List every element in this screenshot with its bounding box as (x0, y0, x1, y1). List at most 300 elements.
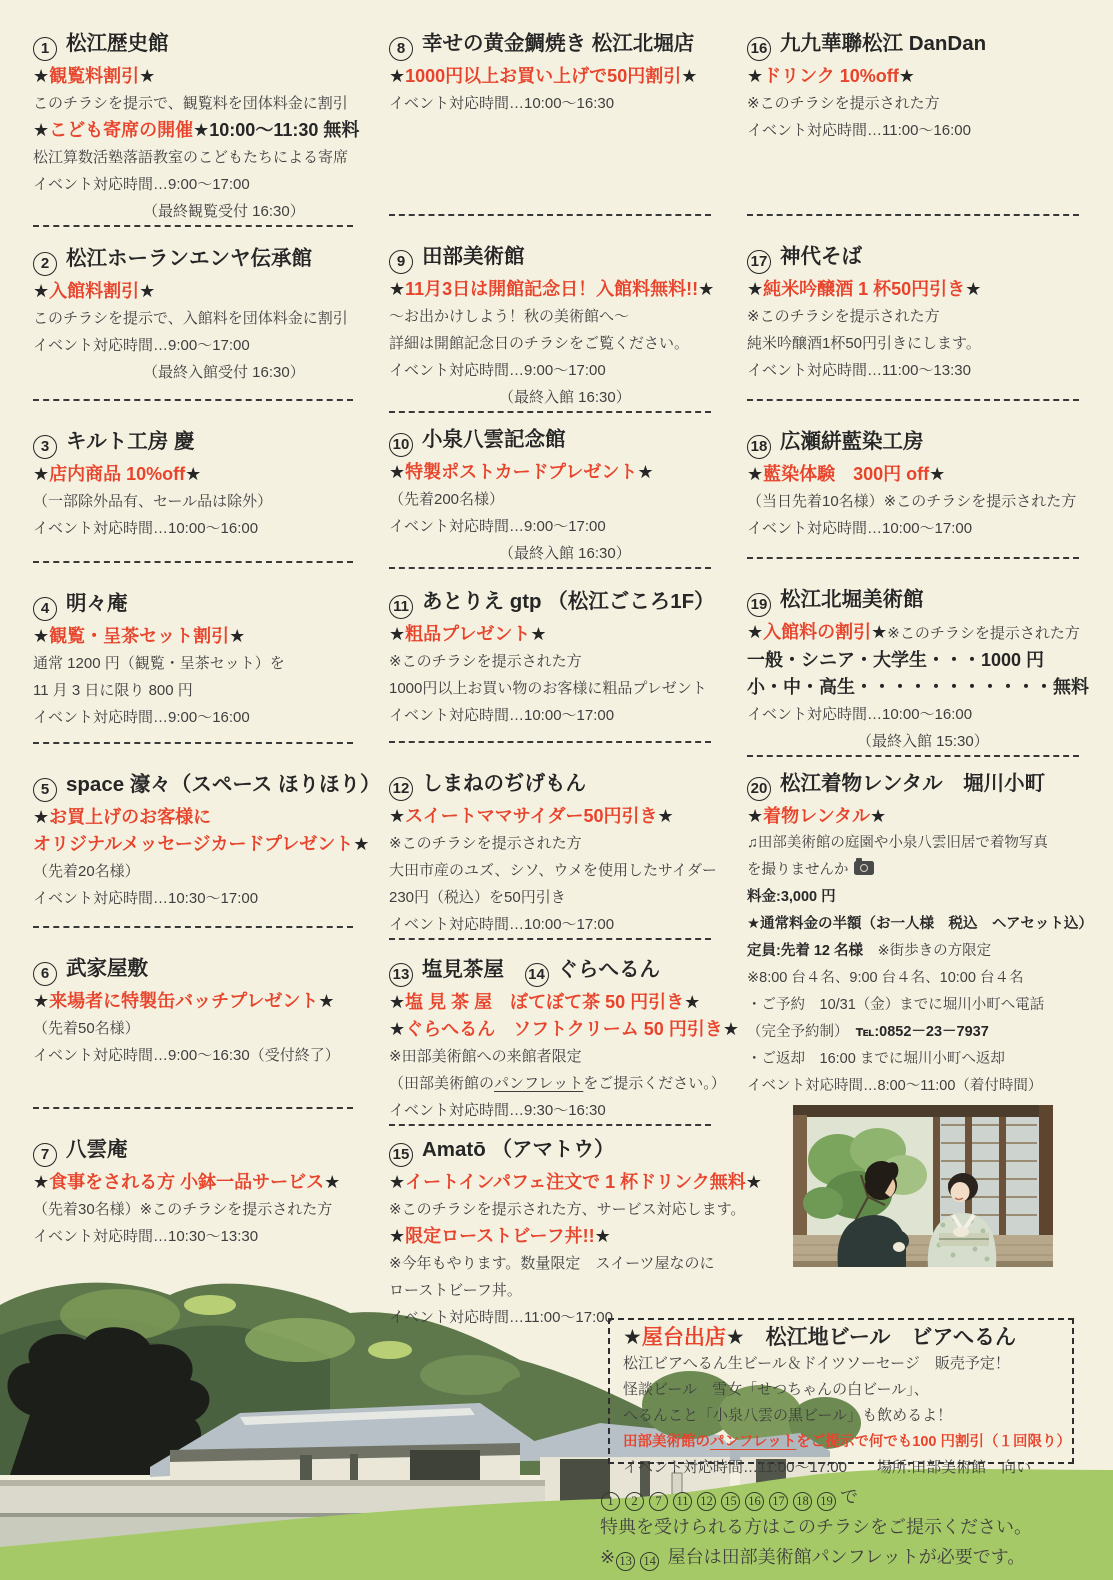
body-line (623, 1377, 1059, 1403)
circled-number: 17 (747, 250, 771, 274)
highlight-text: 来場者に特製缶バッチプレゼント (49, 990, 319, 1011)
text-segment: ※このチラシを提示された方、サービス対応します。 (389, 1200, 746, 1218)
text-segment: イベント対応時間…10:30～13:30 (33, 1227, 259, 1245)
body-line (747, 1073, 1079, 1100)
offer-line (33, 804, 353, 831)
item-title (33, 243, 353, 276)
item-title (747, 768, 1079, 801)
text-segment: ★ (139, 280, 156, 301)
text-segment: ★ (747, 805, 764, 826)
offer-line (389, 621, 711, 648)
text-segment: ★ (389, 461, 406, 482)
text-segment: （田部美術館の (389, 1074, 495, 1092)
body-line (33, 332, 353, 359)
circled-number: 20 (747, 777, 771, 801)
text-segment: このチラシを提示で、入館料を団体料金に割引 (33, 309, 348, 327)
text-segment: 松江歴史館 (66, 32, 169, 55)
item-title (33, 1134, 353, 1167)
body-line (747, 728, 1079, 755)
highlight-text: こども寄席の開催 (49, 119, 194, 140)
dashed-separator (747, 557, 1079, 559)
circled-number: 12 (697, 1492, 716, 1511)
body-line (33, 858, 353, 885)
body-line (389, 384, 711, 411)
circled-number: 7 (649, 1492, 668, 1511)
text-segment: ※ (600, 1547, 616, 1567)
body-line (747, 857, 1079, 884)
body-line (389, 486, 711, 513)
text-segment: 通常 1200 円（観覧・呈茶セット）を (33, 654, 285, 672)
body-line (389, 1043, 711, 1070)
text-segment: ★ (747, 463, 764, 484)
offer-item-5 (33, 769, 381, 953)
highlight-text: 観覧料割引 (49, 65, 140, 86)
text-segment: 小泉八雲記念館 (422, 428, 566, 451)
text-segment: ★ (193, 119, 210, 140)
offer-line (747, 619, 1079, 647)
body-line (747, 938, 1079, 965)
text-segment: ★ (681, 65, 698, 86)
body-line (33, 1196, 353, 1223)
item-title (33, 426, 353, 459)
text-segment: ★ (389, 623, 406, 644)
body-line (623, 1403, 1059, 1429)
highlight-text: 特製ポストカードプレゼント (405, 461, 638, 482)
offer-item-9 (389, 241, 715, 424)
dashed-separator (33, 1107, 353, 1109)
circled-number: 16 (747, 37, 771, 61)
text-segment: （最終観覧受付 16:30） (143, 202, 305, 220)
text-segment: ★ (353, 833, 370, 854)
body-line (389, 330, 711, 357)
text-segment: イベント対応時間…10:00～16:30 (389, 94, 615, 112)
text-segment: 松江地ビール ビアへるん (744, 1326, 1016, 1349)
offer-item-7 (33, 1134, 353, 1250)
offer-item-17 (747, 241, 1079, 426)
text-segment: （先着200名様） (389, 490, 505, 508)
body-line (33, 359, 353, 386)
circled-number: 16 (745, 1492, 764, 1511)
text-segment: ★ (33, 625, 50, 646)
offer-line (747, 276, 1079, 303)
dashed-separator (389, 567, 711, 569)
text-segment: パンフレット (494, 1074, 584, 1092)
circled-number: 11 (673, 1492, 692, 1511)
circled-number: 11 (389, 595, 413, 619)
circled-number: 10 (389, 433, 413, 457)
body-line (747, 701, 1079, 728)
text-segment: イベント対応時間…8:00～11:00（着付時間） (747, 1077, 1043, 1094)
body-line (33, 885, 353, 912)
offer-line (33, 63, 353, 90)
offer-item-16 (747, 28, 1079, 241)
text-segment: イベント対応時間…11:00～17:00 (389, 1308, 613, 1326)
body-line (389, 702, 711, 729)
offer-item-2 (33, 243, 353, 426)
offer-item-19 (747, 584, 1089, 768)
text-segment: ※田部美術館への来館者限定 (389, 1047, 582, 1065)
offer-line (747, 803, 1079, 830)
text-segment: （最終入館 16:30） (499, 388, 631, 406)
text-segment: ※このチラシを提示された方 (747, 307, 940, 325)
text-segment: （最終入館 15:30） (857, 732, 989, 750)
text-segment: （先着50名様） (33, 1019, 140, 1037)
text-segment: ★ (33, 119, 50, 140)
offer-line (389, 1016, 739, 1043)
body-line (33, 305, 353, 332)
highlight-text: オリジナルメッセージカードプレゼント (33, 833, 354, 854)
body-line (600, 1512, 1105, 1542)
text-segment: イベント対応時間…11:00～16:00 (747, 121, 971, 139)
highlight-text: 限定ローストビーフ丼!! (405, 1225, 595, 1246)
body-line (747, 965, 1079, 992)
text-segment: 塩見茶屋 (422, 958, 504, 981)
text-segment: をご提示ください。） (583, 1074, 726, 1092)
dashed-separator (747, 214, 1079, 216)
text-segment: ★通常料金の半額（お一人様 税込 ヘアセット込） (747, 915, 1093, 932)
offer-item-1 (33, 28, 360, 243)
item-title (33, 769, 381, 802)
highlight-text: パンフレット (710, 1434, 797, 1450)
text-segment: ★ (871, 621, 888, 642)
item-title (389, 1134, 711, 1167)
dashed-separator (747, 399, 1079, 401)
offer-line (747, 461, 1079, 488)
offer-item-15 (389, 1134, 762, 1331)
body-line (389, 648, 711, 675)
text-segment: イベント対応時間…11:00～13:30 (747, 361, 971, 379)
body-line (389, 90, 711, 117)
offer-item-11 (389, 586, 715, 768)
item-title (389, 241, 711, 274)
body-line (33, 171, 353, 198)
body-line (623, 1351, 1059, 1377)
item-title (389, 586, 715, 619)
text-segment: ★ (747, 278, 764, 299)
item-title (389, 28, 711, 61)
highlight-text: 食事をされる方 小鉢一品サービス (49, 1171, 325, 1192)
body-line (389, 830, 711, 857)
text-segment: ローストビーフ丼。 (389, 1281, 522, 1299)
circled-number: 7 (33, 1143, 57, 1167)
highlight-text: お買上げのお客様に (49, 806, 212, 827)
text-segment: で (840, 1487, 858, 1507)
circled-number: 1 (33, 37, 57, 61)
text-segment: Amatō （アマトウ） (422, 1138, 615, 1161)
text-segment: を撮りませんか (747, 861, 849, 878)
text-segment: ★ (594, 1225, 611, 1246)
text-segment: ★ (698, 278, 715, 299)
text-segment: イベント対応時間…9:00～17:00 (33, 336, 250, 354)
text-segment: ※今年もやります。数量限定 スイーツ屋なのに (389, 1254, 715, 1272)
text-segment: 九九華聯松江 DanDan (780, 32, 987, 55)
circled-number: 2 (33, 252, 57, 276)
text-segment: ※街歩きの方限定 (863, 942, 992, 959)
highlight-text: 粗品プレゼント (405, 623, 531, 644)
circled-number: 17 (769, 1492, 788, 1511)
body-line (33, 1223, 353, 1250)
circled-number: 1 (601, 1492, 620, 1511)
text-segment: イベント対応時間…11:00～17:00 場所:田部美術館 向い (623, 1459, 1032, 1476)
text-segment: ★ (389, 1171, 406, 1192)
offer-item-4 (33, 588, 353, 769)
body-line (33, 677, 353, 704)
highlight-text: イートインパフェ注文で 1 杯ドリンク無料 (405, 1171, 746, 1192)
offer-line (33, 623, 353, 650)
body-line (33, 488, 353, 515)
dashed-separator (33, 399, 353, 401)
highlight-text: 入館料の割引 (763, 621, 872, 642)
circled-number: 13 (389, 963, 413, 987)
text-segment: （先着30名様）※このチラシを提示された方 (33, 1200, 333, 1218)
footer-note (600, 1482, 1105, 1572)
column-3 (747, 28, 1093, 1100)
text-segment: ・ご返却 16:00 までに堀川小町へ返却 (747, 1050, 1005, 1067)
column-1 (33, 28, 381, 1250)
text-segment: ★ (684, 991, 701, 1012)
item-title (389, 954, 711, 987)
text-segment: 松江ビアへるん生ビール＆ドイツソーセージ 販売予定！ (623, 1355, 1010, 1372)
circled-number: 19 (817, 1492, 836, 1511)
highlight-text: ぐらへるん ソフトクリーム 50 円引き (405, 1018, 723, 1039)
text-segment: 定員:先着 12 名様 (747, 942, 864, 959)
offer-line (389, 989, 711, 1016)
dashed-separator (389, 1124, 711, 1126)
text-segment: ★ (389, 991, 406, 1012)
text-segment: 詳細は開館記念日のチラシをご覧ください。 (389, 334, 690, 352)
text-segment: イベント対応時間…9:00～17:00 (33, 175, 250, 193)
text-segment: ★ (185, 463, 202, 484)
text-segment: ★ (747, 65, 764, 86)
body-line (389, 884, 711, 911)
item-title (389, 424, 711, 457)
highlight-text: 店内商品 10%off (49, 463, 186, 484)
offer-line (389, 276, 715, 303)
body-line (33, 90, 353, 117)
stall-info-box (608, 1318, 1074, 1476)
text-segment: へるんこと「小泉八雲の黒ビール」も飲めるよ！ (623, 1407, 953, 1424)
body-line (747, 911, 1093, 938)
highlight-text: スイートママサイダー50円引き (405, 805, 658, 826)
text-segment: ・ご予約 10/31（金）までに堀川小町へ電話 (747, 996, 1045, 1013)
text-segment: イベント対応時間…10:00～17:00 (747, 519, 973, 537)
body-line (623, 1429, 1072, 1455)
circled-number: 15 (389, 1143, 413, 1167)
text-segment: （当日先着10名様）※このチラシを提示された方 (747, 492, 1077, 510)
text-segment: ★ (657, 805, 674, 826)
text-segment: イベント対応時間…10:30～17:00 (33, 889, 259, 907)
body-line (389, 357, 711, 384)
text-segment: イベント対応時間…10:00～17:00 (389, 915, 615, 933)
text-segment: イベント対応時間…9:00～16:30（受付終了） (33, 1046, 340, 1064)
text-segment: ★ (637, 461, 654, 482)
body-line (623, 1455, 1059, 1481)
highlight-text: 屋台出店 (641, 1326, 726, 1349)
highlight-text: 着物レンタル (763, 805, 870, 826)
body-line (747, 90, 1079, 117)
body-line (389, 1196, 746, 1223)
text-segment: ※このチラシを提示された方 (389, 834, 582, 852)
body-line (33, 198, 353, 225)
offer-line (389, 63, 711, 90)
circled-number: 12 (389, 777, 413, 801)
body-line (389, 540, 711, 567)
circled-number: 18 (793, 1492, 812, 1511)
text-segment: ★ (722, 1018, 739, 1039)
text-segment: ★ (33, 280, 50, 301)
item-title (33, 28, 353, 61)
text-segment: 武家屋敷 (66, 957, 148, 980)
body-line (747, 357, 1079, 384)
offer-line (747, 63, 1079, 90)
text-segment: 1000円以上お買い物のお客様に粗品プレゼント (389, 679, 707, 697)
dashed-separator (389, 741, 711, 743)
highlight-text: 11月3日は開館記念日！入館料無料!! (405, 278, 699, 299)
body-line (389, 303, 711, 330)
text-segment: ★ (747, 621, 764, 642)
dashed-separator (33, 561, 353, 563)
dashed-separator (33, 225, 353, 227)
circled-number: 5 (33, 778, 57, 802)
text-segment: （先着20名様） (33, 862, 140, 880)
body-line (747, 330, 1079, 357)
dashed-separator (33, 742, 353, 744)
dashed-separator (33, 926, 353, 928)
highlight-text: をご提示で何でも100 円割引（１回限り） (796, 1434, 1072, 1450)
text-segment: （一部除外品有、セール品は除外） (33, 492, 273, 510)
circled-number: 18 (747, 435, 771, 459)
circled-number: 14 (525, 963, 549, 987)
offer-line (33, 988, 353, 1015)
highlight-text: ドリンク 10%off (763, 65, 899, 86)
text-segment: （最終入館受付 16:30） (143, 363, 305, 381)
body-line (33, 144, 353, 171)
body-line (747, 884, 1079, 911)
body-line (33, 1042, 353, 1069)
text-segment: ※このチラシを提示された方 (747, 94, 940, 112)
offer-item-12 (389, 768, 717, 954)
text-segment: ※8:00 台４名、9:00 台４名、10:00 台４名 (747, 969, 1024, 986)
circled-number: 3 (33, 435, 57, 459)
text-segment: ★ (745, 1171, 762, 1192)
text-segment: ★ (33, 806, 50, 827)
circled-number: 15 (721, 1492, 740, 1511)
text-segment: ★ (965, 278, 982, 299)
offer-line (623, 1325, 1059, 1351)
circled-number: 6 (33, 962, 57, 986)
text-segment: 小・中・高生・・・・・・・・・・・無料 (747, 676, 1089, 697)
text-segment: 松江着物レンタル 堀川小町 (780, 772, 1046, 795)
offer-item-8 (389, 28, 711, 241)
highlight-text: 塩 見 茶 屋 ぼてぼて茶 50 円引き (405, 991, 685, 1012)
text-segment: このチラシを提示で、観覧料を団体料金に割引 (33, 94, 348, 112)
text-segment: ★ (324, 1171, 341, 1192)
text-segment: ★ (33, 1171, 50, 1192)
text-segment: 松江ホーランエンヤ伝承館 (66, 247, 312, 270)
body-line (389, 911, 711, 938)
highlight-text: 1000円以上お買い上げで50円割引 (405, 65, 682, 86)
text-segment: ※このチラシを提示された方 (887, 624, 1080, 642)
text-segment: ♫田部美術館の庭園や小泉八雲旧居で着物写真 (747, 834, 1048, 851)
text-segment: イベント対応時間…9:30～16:30 (389, 1101, 606, 1119)
body-line (747, 830, 1079, 857)
kimono-couple-photo (793, 1105, 1053, 1267)
text-segment: ★ (139, 65, 156, 86)
text-segment: イベント対応時間…9:00～17:00 (389, 517, 606, 535)
item-title (747, 426, 1079, 459)
offer-item-3 (33, 426, 353, 588)
circled-number: 8 (389, 37, 413, 61)
circled-number: 19 (747, 593, 771, 617)
dashed-separator (747, 755, 1079, 757)
highlight-text: 田部美術館の (623, 1434, 710, 1450)
text-segment: 10:00～11:30 無料 (209, 119, 360, 140)
text-segment: キルト工房 慶 (66, 430, 195, 453)
offer-item-20 (747, 768, 1093, 1100)
dashed-separator (389, 938, 711, 940)
item-title (747, 241, 1079, 274)
text-segment: 松江算数活塾落語教室のこどもたちによる寄席 (33, 148, 349, 166)
text-segment: ぐらへるん (557, 958, 660, 981)
camera-icon (854, 861, 874, 875)
item-title (747, 584, 1079, 617)
text-segment: ★ (929, 463, 946, 484)
item-title (747, 28, 1079, 61)
text-segment: ★ (869, 805, 887, 826)
text-segment: あとりえ gtp （松江ごころ1F） (422, 590, 715, 613)
body-line (600, 1482, 1105, 1512)
body-line (33, 650, 353, 677)
text-segment: （完全予約制） (747, 1023, 856, 1040)
text-segment: 230円（税込）を50円引き (389, 888, 566, 906)
offer-line (389, 459, 711, 486)
text-segment: 広瀬絣藍染工房 (780, 430, 924, 453)
circled-number: 4 (33, 597, 57, 621)
offer-line (747, 647, 1079, 674)
body-line (389, 675, 711, 702)
circled-number: 13 (616, 1552, 635, 1571)
text-segment: 田部美術館 (422, 245, 525, 268)
offer-line (747, 674, 1089, 701)
text-segment: 大田市産のユズ、シソ、ウメを使用したサイダー (389, 861, 717, 879)
body-line (747, 488, 1079, 515)
offer-line (389, 1169, 762, 1196)
text-segment: ★ (318, 990, 335, 1011)
text-segment: ★ (389, 1018, 406, 1039)
text-segment: 松江北堀美術館 (780, 588, 924, 611)
text-segment: ★ (389, 278, 406, 299)
text-segment: 純米吟醸酒1杯50円引きにします。 (747, 334, 981, 352)
text-segment: 屋台は田部美術館パンフレットが必要です。 (663, 1547, 1026, 1567)
text-segment: ★ (623, 1326, 642, 1349)
body-line (33, 515, 353, 542)
body-line (389, 857, 717, 884)
text-segment: （最終入館 16:30） (499, 544, 631, 562)
body-line (389, 1277, 711, 1304)
text-segment: ～お出かけしよう！秋の美術館へ～ (389, 307, 630, 325)
item-title (33, 588, 353, 621)
offer-line (389, 803, 711, 830)
body-line (389, 1070, 726, 1097)
text-segment: 怪談ビール 雪女「せつちゃんの白ビール」、 (623, 1381, 929, 1398)
text-segment: 明々庵 (66, 592, 128, 615)
offer-item-6 (33, 953, 353, 1134)
offer-line (33, 1169, 353, 1196)
text-segment: しまねのぢげもん (422, 772, 586, 795)
text-segment: 料金:3,000 円 (747, 888, 836, 905)
text-segment: イベント対応時間…10:00～17:00 (389, 706, 615, 724)
text-segment: ★ (530, 623, 547, 644)
